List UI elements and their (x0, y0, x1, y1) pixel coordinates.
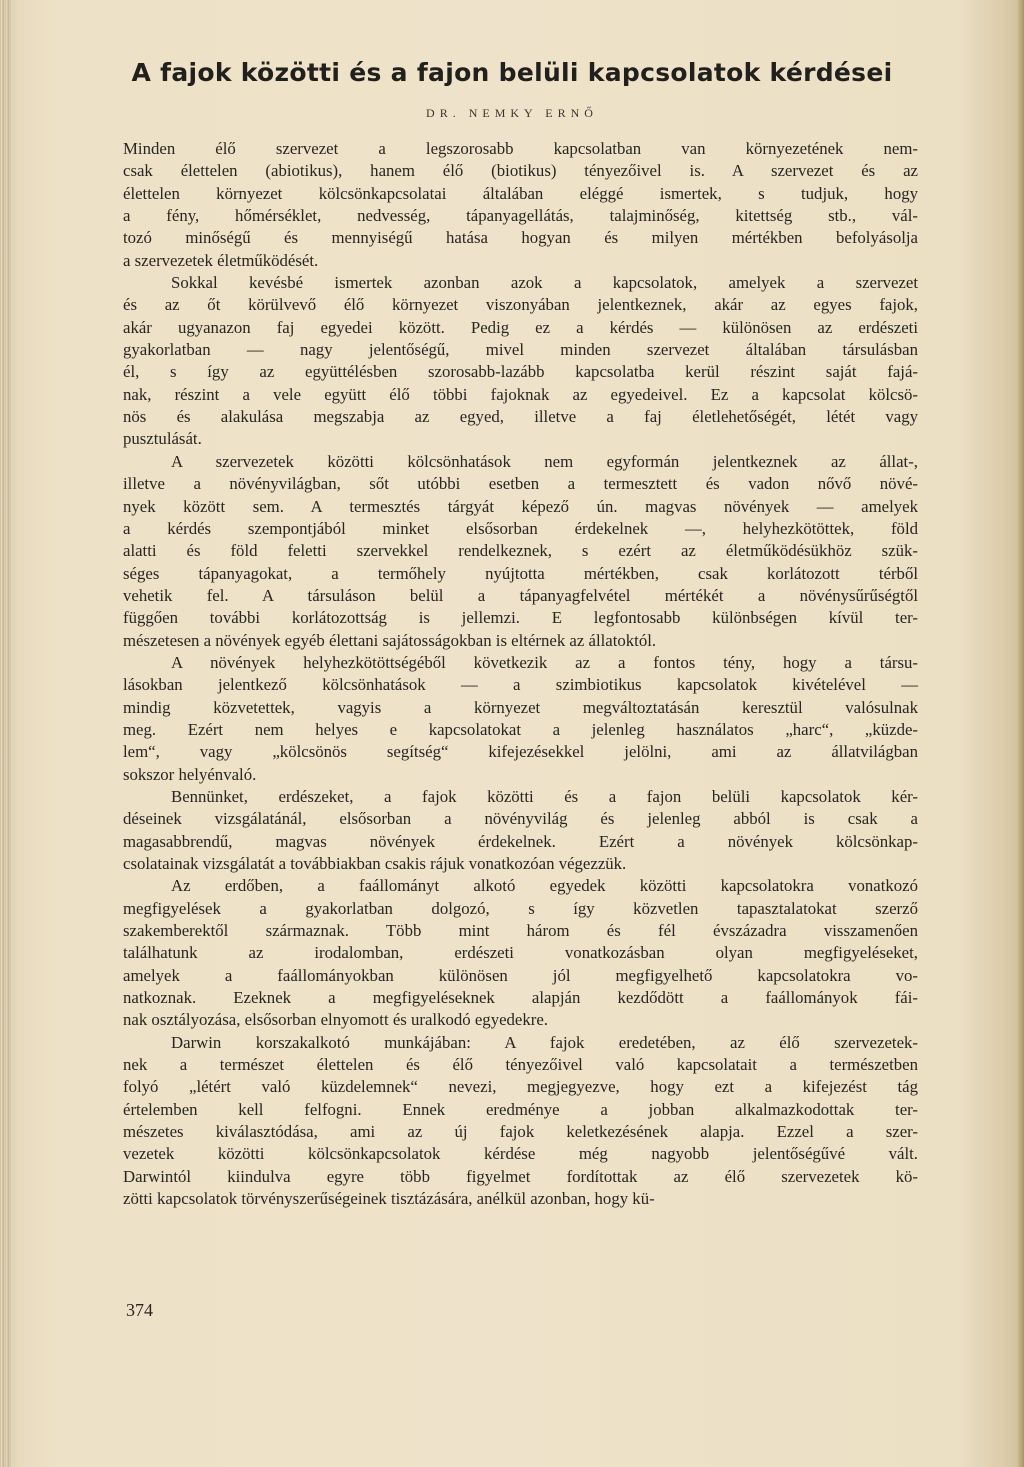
text-line: gyakorlatban — nagy jelentőségű, mivel minden szervezet általában társulásban (123, 340, 918, 360)
text-line: függően további korlátozottság is jellemzi. E legfontosabb különbségen kívül ter- (123, 608, 918, 628)
text-line: él, s így az együttélésben szorosabb-lazább kapcsolatba kerül részint saját fajá- (123, 362, 918, 382)
article-author: DR. NEMKY ERNŐ (426, 106, 598, 120)
text-line: tozó minőségű és mennyiségű hatása hogyan és milyen mértékben befolyásolja (123, 228, 918, 248)
article-body (123, 138, 918, 1211)
text-line: nek a természet élettelen és élő tényezőivel való kapcsolatait a természetben (123, 1055, 918, 1075)
text-line: nös és alakulása megszabja az egyed, illetve a faj életlehetőségét, létét vagy (123, 407, 918, 427)
text-line: alatti és föld feletti szervekkel rendelkeznek, s ezért az életműködésükhöz szük- (123, 541, 918, 561)
text-line: és az őt körülvevő élő környezet viszonyában jelentkeznek, akár az egyes fajok, (123, 295, 918, 315)
page-number: 374 (126, 1300, 153, 1320)
text-line: csak élettelen (abiotikus), hanem élő (biotikus) tényezőivel is. A szervezet és az (123, 161, 918, 181)
text-line: natkoznak. Ezeknek a megfigyeléseknek alapján kezdődött a faállományok fái- (123, 988, 918, 1008)
text-line: A növények helyhezkötöttségéből következik az a fontos tény, hogy a társu- (171, 652, 918, 672)
text-line: lem“, vagy „kölcsönös segítség“ kifejezésekkel jelölni, ami az állatvilágban (123, 742, 918, 762)
text-line: illetve a növényvilágban, sőt utóbbi esetben a termesztett és vadon nővő növé- (123, 474, 918, 494)
text-line: csolatainak vizsgálatát a továbbiakban csakis rájuk vonatkozóan végezzük. (123, 854, 627, 873)
text-line: Az erdőben, a faállományt alkotó egyedek közötti kapcsolatokra vonatkozó (171, 876, 918, 896)
text-line: meg. Ezért nem helyes e kapcsolatokat a jelenleg használatos „harc“, „küzde- (123, 719, 918, 739)
text-line: séges tápanyagokat, a termőhely nyújtotta mértékben, csak korlátozott térből (123, 563, 918, 583)
text-line: a fény, hőmérséklet, nedvesség, tápanyagellátás, talajminőség, kitettség stb., vál- (123, 206, 918, 226)
text-line: folyó „létért való küzdelemnek“ nevezi, megjegyezve, hogy ezt a kifejezést tág (123, 1077, 918, 1097)
article-title: A fajok közötti és a fajon belüli kapcsolatok kérdései (131, 58, 893, 87)
text-line: a szervezetek életműködését. (123, 250, 319, 270)
text-line: amelyek a faállományokban különösen jól megfigyelhető kapcsolatokra vo- (123, 965, 918, 985)
text-line: nak, részint a vele együtt élő többi fajoknak az egyedeivel. Ez a kapcsolat kölcsö- (123, 384, 918, 404)
page-edge (1018, 0, 1024, 1467)
text-line: sokszor helyénvaló. (123, 764, 257, 784)
text-line: Bennünket, erdészeket, a fajok közötti és a fajon belüli kapcsolatok kér- (171, 786, 918, 806)
text-line: találhatunk az irodalomban, erdészeti vonatkozásban olyan megfigyeléseket, (123, 943, 918, 963)
text-line: a kérdés szempontjából minket elsősorban érdekelnek —, helyhezkötöttek, föld (123, 518, 918, 538)
text-line: A szervezetek közötti kölcsönhatások nem egyformán jelentkeznek az állat-, (171, 451, 918, 471)
text-line: megfigyelések a gyakorlatban dolgozó, s így közvetlen tapasztalatokat szerző (123, 898, 918, 918)
text-line: Darwin korszakalkotó munkájában: A fajok eredetében, az élő szervezetek- (171, 1032, 918, 1052)
text-line: értelemben kell felfogni. Ennek eredménye a jobban alkalmazkodottak ter- (123, 1099, 918, 1119)
text-line: nak osztályozása, elsősorban elnyomott és uralkodó egyedekre. (123, 1010, 548, 1030)
text-line: vezetek közötti kölcsönkapcsolatok kérdése még nagyobb jelentőségűvé vált. (123, 1144, 918, 1164)
text-line: déseinek vizsgálatánál, elsősorban a növényvilág és jelenleg abból is csak a (123, 809, 918, 829)
book-binding (0, 0, 12, 1467)
text-line: Darwintól kiindulva egyre több figyelmet fordítottak az élő szervezetek kö- (123, 1166, 918, 1186)
text-line: vehetik fel. A társuláson belül a tápanyagfelvétel mértékét a növénysűrűségtől (123, 585, 918, 605)
text-line: mészetes kiválasztódása, ami az új fajok keletkezésének alapja. Ezzel a szer- (123, 1122, 918, 1142)
text-line: mindig közvetettek, vagyis a környezet megváltoztatásán keresztül valósulnak (123, 697, 918, 717)
text-line: pusztulását. (123, 429, 202, 449)
text-line: nyek között sem. A termesztés tárgyát képező ún. magvas növények — amelyek (123, 496, 918, 516)
text-line: élettelen környezet kölcsönkapcsolatai általában eléggé ismertek, s tudjuk, hogy (123, 183, 918, 203)
text-line: Sokkal kevésbé ismertek azonban azok a kapcsolatok, amelyek a szervezet (171, 273, 918, 293)
text-line: akár ugyanazon faj egyedei között. Pedig ez a kérdés — különösen az erdészeti (123, 317, 918, 337)
text-line: zötti kapcsolatok törvényszerűségeinek tisztázására, anélkül azonban, hogy kü- (123, 1189, 655, 1209)
text-line: Minden élő szervezet a legszorosabb kapcsolatban van környezetének nem- (123, 139, 918, 158)
text-line: lásokban jelentkező kölcsönhatások — a szimbiotikus kapcsolatok kivételével — (123, 675, 918, 695)
text-line: szakemberektől származnak. Több mint három és fél évszázadra visszamenően (123, 921, 918, 941)
text-line: magasabbrendű, magvas növények érdekelnek. Ezért a növények kölcsönkap- (123, 831, 918, 851)
text-line: mészetesen a növények egyéb élettani sajátosságokban is eltérnek az állatoktól. (123, 630, 657, 650)
